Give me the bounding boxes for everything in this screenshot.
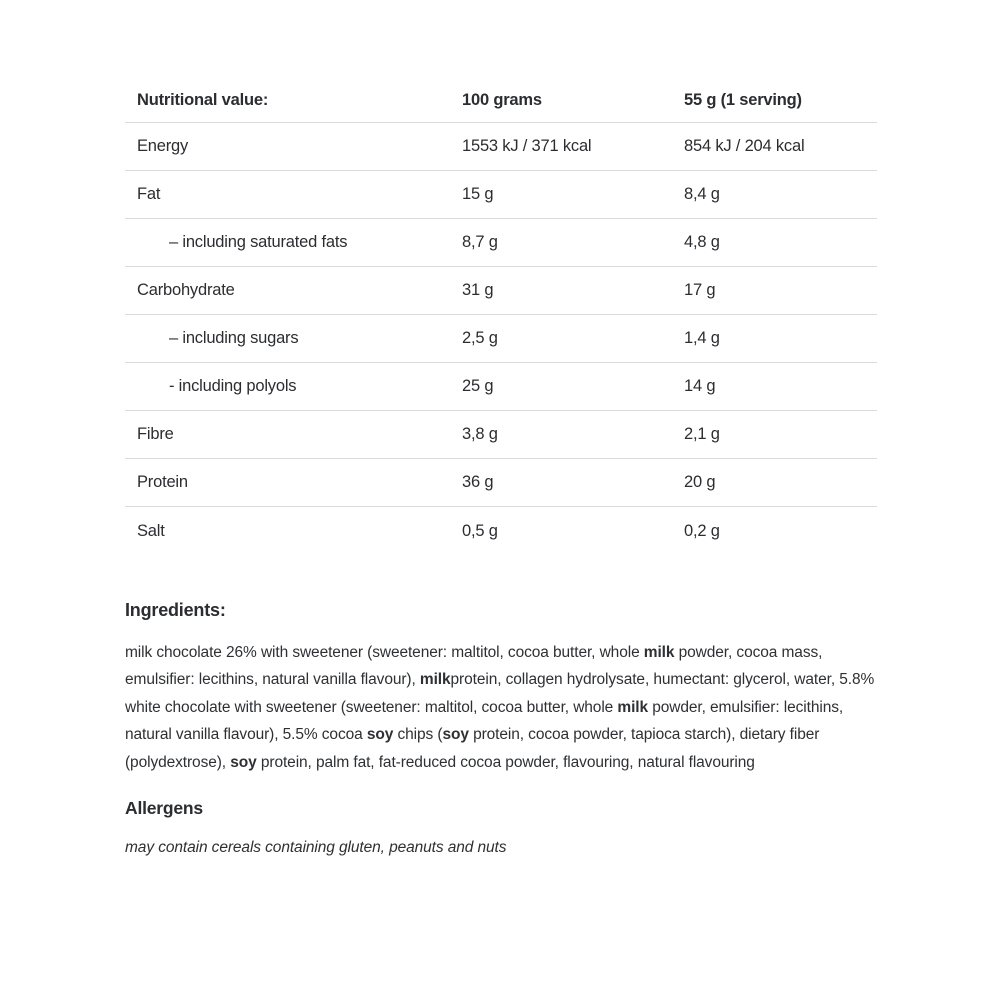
row-value-per-serving: 8,4 g bbox=[684, 185, 720, 203]
allergen-emphasis: milk bbox=[617, 698, 649, 716]
ingredients-text-run: powder, emulsifier: lecithins, natural vanilla flavour), 5.5% cocoa bbox=[125, 698, 844, 744]
nutrition-table-header-row bbox=[125, 78, 877, 123]
row-value-per-100g: 8,7 g bbox=[462, 233, 498, 251]
table-row bbox=[125, 507, 877, 555]
row-label: Protein bbox=[137, 473, 188, 491]
row-label: Salt bbox=[137, 521, 165, 540]
row-value-per-100g: 25 g bbox=[462, 377, 494, 395]
ingredients-text-run: milk chocolate 26% with sweetener (sweetener: maltitol, cocoa butter, whole bbox=[125, 644, 644, 661]
row-value-per-100g: 3,8 g bbox=[462, 425, 498, 443]
table-row bbox=[125, 411, 877, 459]
row-value-per-100g: 0,5 g bbox=[462, 521, 498, 540]
header-per-serving: 55 g (1 serving) bbox=[684, 90, 802, 109]
row-value-per-serving: 1,4 g bbox=[684, 329, 720, 347]
table-row bbox=[125, 315, 877, 363]
ingredients-text-run: powder, cocoa mass, emulsifier: lecithins, natural vanilla flavour), bbox=[125, 644, 823, 689]
table-row bbox=[125, 171, 877, 219]
header-per-100-grams: 100 grams bbox=[462, 90, 542, 109]
row-value-per-serving: 854 kJ / 204 kcal bbox=[684, 137, 805, 155]
row-label: Fibre bbox=[137, 425, 174, 443]
row-value-per-100g: 36 g bbox=[462, 473, 494, 491]
allergen-emphasis: soy bbox=[442, 726, 469, 744]
row-value-per-100g: 15 g bbox=[462, 185, 494, 203]
table-row bbox=[125, 363, 877, 411]
row-value-per-serving: 2,1 g bbox=[684, 425, 720, 443]
table-row bbox=[125, 267, 877, 315]
row-value-per-100g: 2,5 g bbox=[462, 329, 498, 347]
row-value-per-serving: 20 g bbox=[684, 473, 716, 491]
row-label: – including sugars bbox=[169, 329, 299, 347]
allergen-emphasis: milk bbox=[419, 671, 451, 689]
allergen-emphasis: soy bbox=[230, 753, 257, 771]
table-row bbox=[125, 459, 877, 507]
row-value-per-serving: 14 g bbox=[684, 377, 716, 395]
row-label: - including polyols bbox=[169, 377, 297, 395]
row-label: Energy bbox=[137, 137, 189, 155]
row-label: Fat bbox=[137, 185, 161, 203]
ingredients-text-run: chips ( bbox=[393, 726, 443, 744]
ingredients-text-run: protein, palm fat, fat-reduced cocoa powder, flavouring, natural flavouring bbox=[256, 753, 755, 771]
row-value-per-100g: 1553 kJ / 371 kcal bbox=[462, 137, 592, 155]
allergen-emphasis: soy bbox=[366, 726, 394, 744]
row-value-per-serving: 17 g bbox=[684, 281, 716, 299]
allergens-heading: Allergens bbox=[125, 798, 203, 819]
ingredients-text bbox=[125, 639, 877, 776]
table-row bbox=[125, 123, 877, 171]
allergens-text: may contain cereals containing gluten, peanuts and nuts bbox=[125, 839, 507, 857]
row-value-per-serving: 4,8 g bbox=[684, 233, 720, 251]
row-label: – including saturated fats bbox=[169, 233, 348, 251]
ingredients-text-run: protein, cocoa powder, tapioca starch), dietary fiber (polydextrose), bbox=[125, 726, 820, 771]
ingredients-heading: Ingredients: bbox=[125, 600, 226, 620]
nutrition-table bbox=[125, 78, 877, 555]
row-value-per-serving: 0,2 g bbox=[684, 521, 720, 540]
row-label: Carbohydrate bbox=[137, 281, 235, 299]
product-details-section bbox=[125, 78, 877, 857]
nutrition-rows bbox=[125, 123, 877, 555]
table-row bbox=[125, 219, 877, 267]
row-value-per-100g: 31 g bbox=[462, 281, 494, 299]
header-nutritional-value: Nutritional value: bbox=[137, 90, 269, 109]
allergen-emphasis: milk bbox=[643, 644, 675, 661]
ingredients-text-run: protein, collagen hydrolysate, humectant: glycerol, water, 5.8% white chocolate with sweetener (sweetener: maltitol, cocoa butter, whole bbox=[125, 671, 875, 716]
